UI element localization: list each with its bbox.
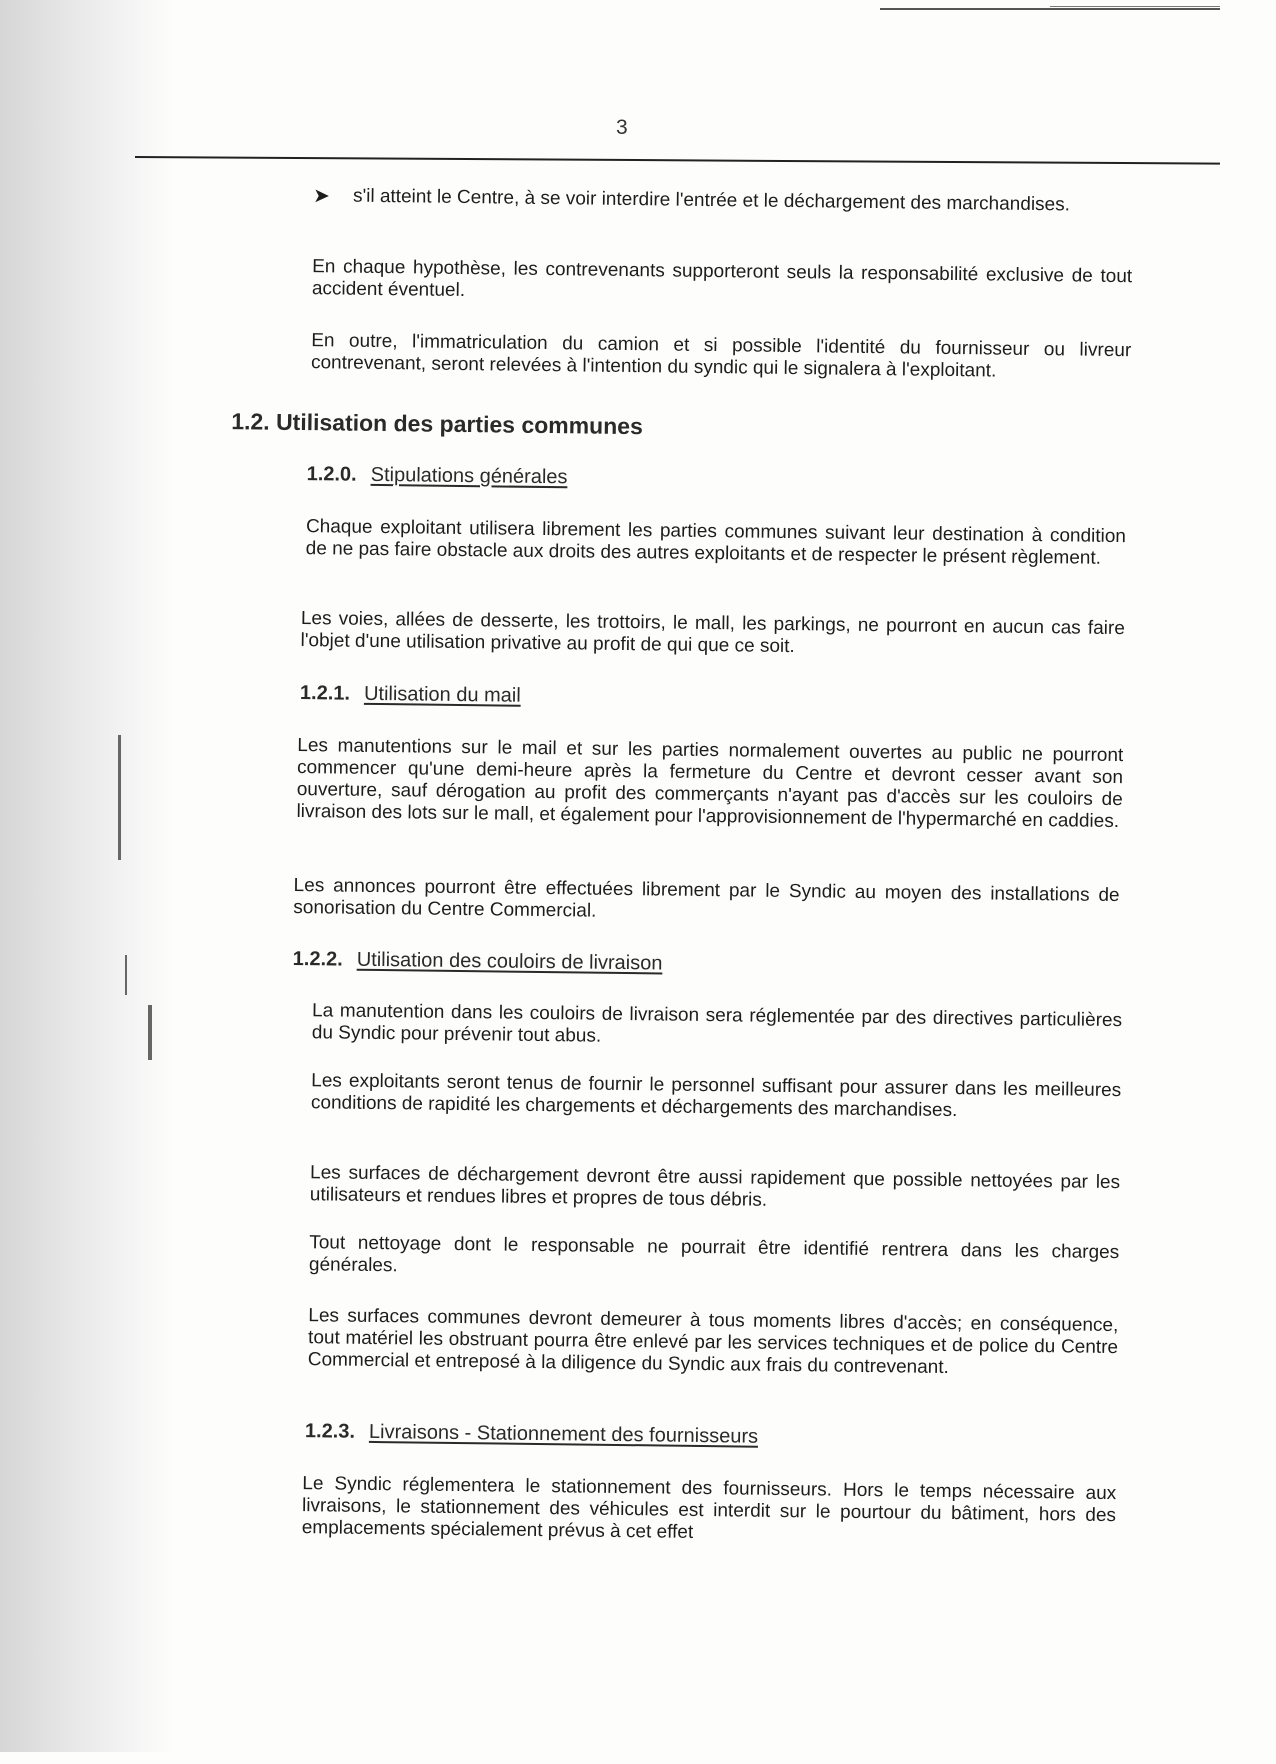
paragraph-1-2-1-2: Les annonces pourront être effectuées librement par le Syndic au moyen des installations de sonorisation du Centre Commercial. (293, 874, 1120, 922)
subsection-heading-1-2-3 (305, 1420, 758, 1449)
paragraph-1-2-2-4: Tout nettoyage dont le responsable ne pourrait être identifié rentrera dans les charges générales. (308, 1232, 1120, 1277)
paragraph-1-2-2-3: Les surfaces de déchargement devront être aussi rapidement que possible nettoyées par les utilisateurs et rendues libres et propres de tous débris. (309, 1162, 1121, 1211)
paragraph-1-2-0-1: Chaque exploitant utilisera librement les parties communes suivant leur destination à condition de ne pas faire obstacle aux droits des autres exploitants et de respecter le présent règlement. (305, 516, 1127, 569)
subsection-title: Utilisation des couloirs de livraison (356, 948, 663, 975)
subsection-title: Livraisons - Stationnement des fournisseurs (368, 1420, 759, 1448)
paragraph-1-2-2-2: Les exploitants seront tenus de fournir le personnel suffisant pour assurer dans les meilleures conditions de rapidité les chargements et déchargements des marchandises. (310, 1070, 1122, 1122)
bullet-item-text: s'il atteint le Centre, à se voir interdire l'entrée et le déchargement des marchandises. (352, 185, 1071, 216)
section-heading-1-2: 1.2. Utilisation des parties communes (231, 408, 643, 440)
subsection-heading-1-2-2 (293, 948, 663, 976)
bullet-arrow-icon: ➤ (312, 185, 330, 208)
subsection-heading-1-2-0 (307, 463, 568, 489)
paragraph-1-2-2-1: La manutention dans les couloirs de livraison sera réglementée par des directives particulières du Syndic pour prévenir tout abus. (311, 1000, 1123, 1047)
top-edge-rule-secondary (1050, 6, 1220, 7)
subsection-number: 1.2.0. (306, 463, 357, 486)
paragraph-1-2-1-1: Les manutentions sur le mail et sur les parties normalement ouvertes au public ne pourront commencer qu'une demi-heure après la fermeture du Centre et devront cesser avant son ouverture, sauf dérogation au profit des commerçants n'ayant pas d'accès sur les couloirs de livraison des lots sur le mall, et également pour l'approvisionnement de l'hypermarché en caddies. (296, 735, 1124, 833)
paragraph-intro-1: En chaque hypothèse, les contrevenants supporteront seuls la responsabilité exclusive de tout accident éventuel. (311, 256, 1133, 302)
subsection-heading-1-2-1 (300, 682, 521, 708)
subsection-title: Stipulations générales (370, 463, 568, 489)
paragraph-1-2-3-1: Le Syndic réglementera le stationnement des fournisseurs. Hors le temps nécessaire aux livraisons, le stationnement des véhicules est interdit sur le pourtour du bâtiment, hors des emplacements spécialement prévus à cet effet (301, 1473, 1117, 1543)
paragraph-1-2-0-2: Les voies, allées de desserte, les trottoirs, le mall, les parkings, ne pourront en aucun cas faire l'objet d'une utilisation privative au profit de qui que ce soit. (300, 608, 1125, 658)
subsection-number: 1.2.3. (304, 1420, 356, 1443)
subsection-number: 1.2.1. (299, 682, 351, 705)
paragraph-intro-2: En outre, l'immatriculation du camion et si possible l'identité du fournisseur ou livreur contrevenant, seront relevées à l'intention du syndic qui le signalera à l'exploitant. (310, 330, 1132, 382)
subsection-number: 1.2.2. (292, 947, 343, 971)
subsection-title: Utilisation du mail (363, 682, 521, 707)
page-number: 3 (616, 116, 628, 139)
paragraph-1-2-2-5: Les surfaces communes devront demeurer à tous moments libres d'accès; en conséquence, tout matériel les obstruant pourra être enlevé par les services techniques et de police du Centre Commercial et entreposé à la diligence du Syndic aux frais du contrevenant. (307, 1305, 1119, 1379)
